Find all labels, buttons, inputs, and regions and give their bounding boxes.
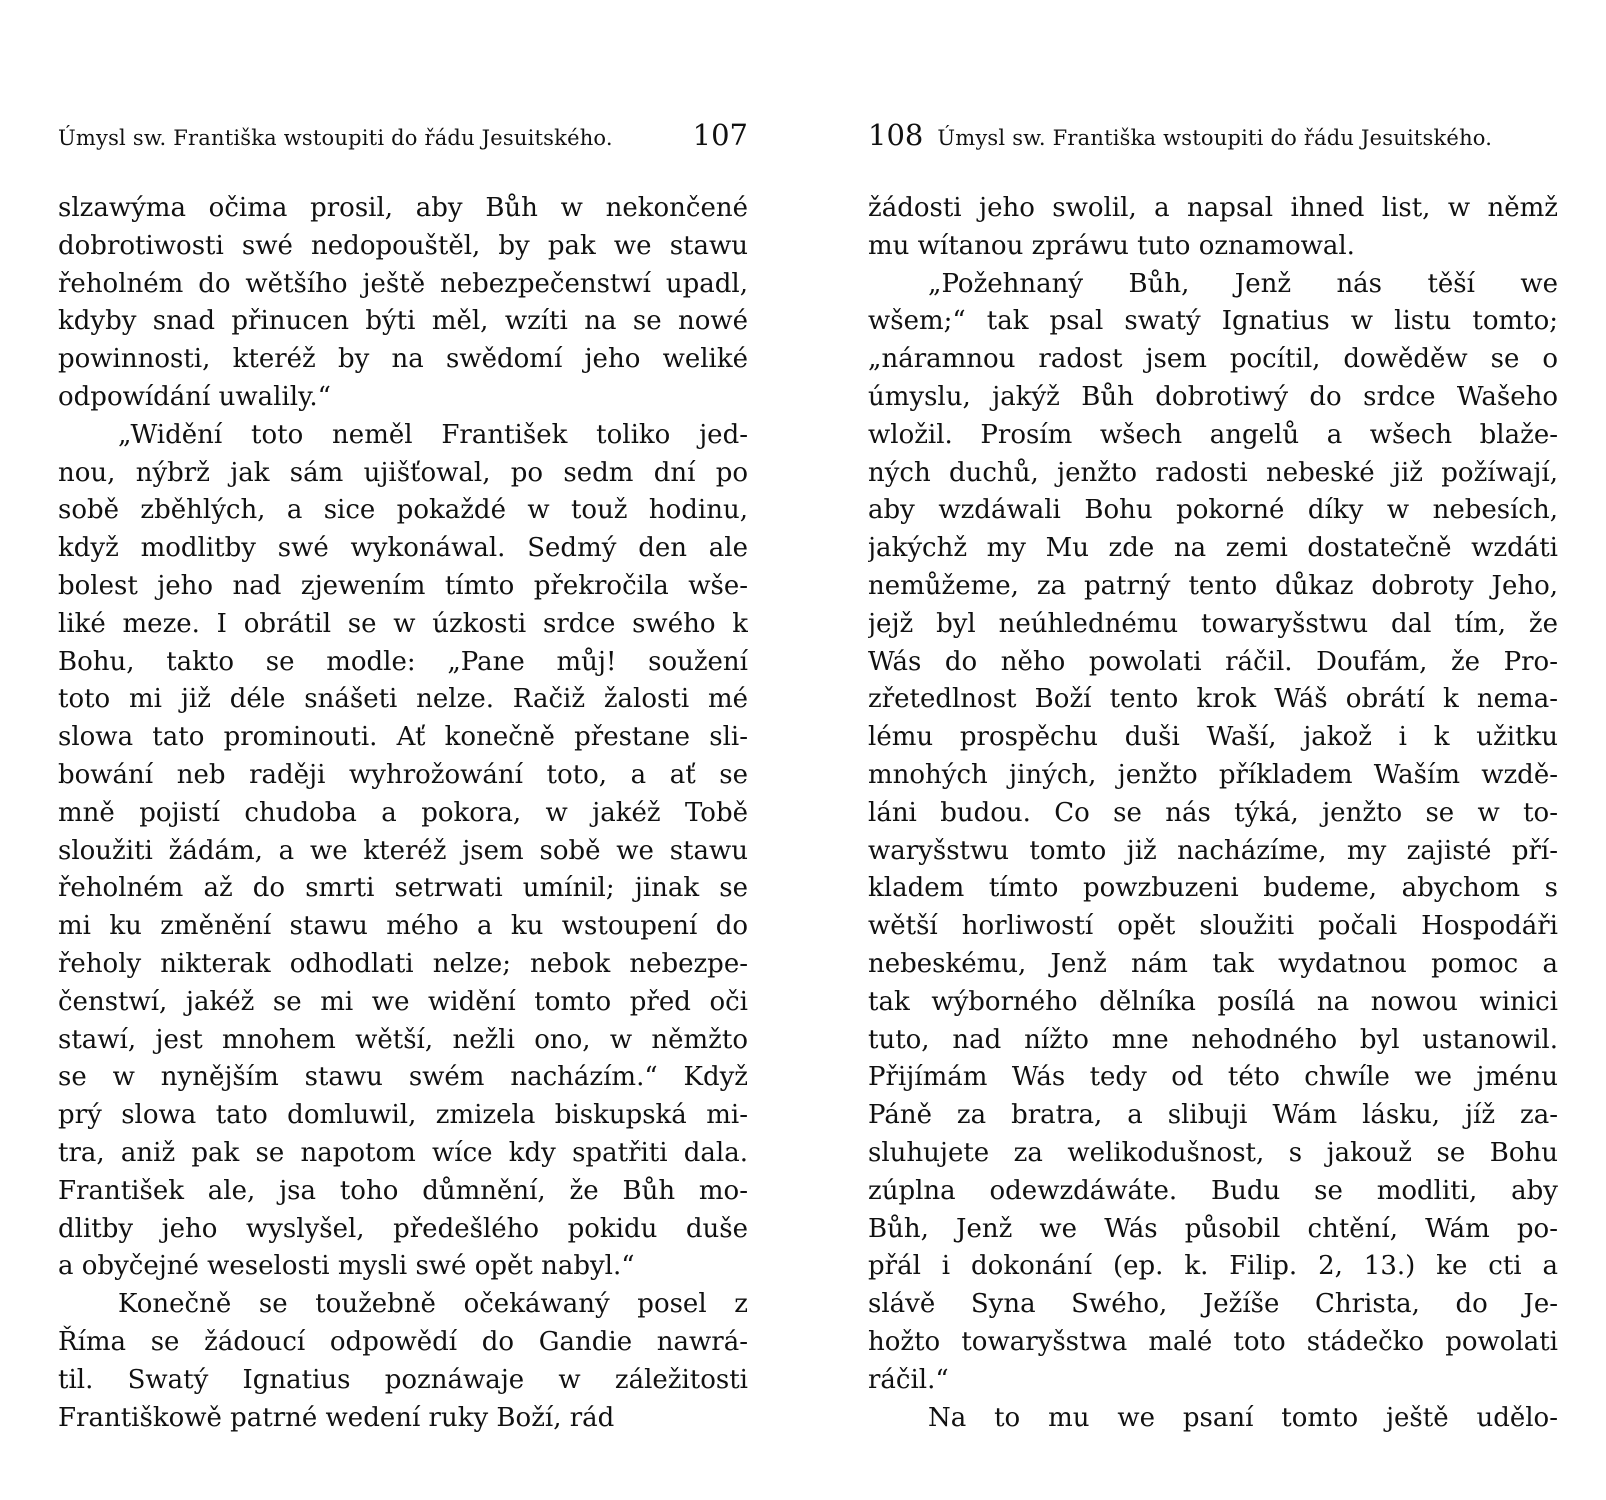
text-line: žádosti jeho swolil, a napsal ihned list, w němž: [868, 193, 1558, 223]
left-page-text: [58, 190, 748, 1437]
text-line: Přijímám Wás tedy od této chwíle we jménu: [868, 1062, 1558, 1093]
text-line: Na to mu we psaní tomto ještě udělo-: [928, 1402, 1558, 1433]
page-number: 107: [692, 118, 748, 152]
text-line: sluhujete za welikodušnost, s jakouž se Bohu: [868, 1137, 1558, 1168]
text-line: řeholy nikterak odhodlati nelze; nebok nebezpe-: [58, 948, 748, 979]
text-line: zřetedlnost Boží tento krok Wáš obrátí k nema-: [868, 684, 1558, 715]
text-line: hožto towaryšstwa malé toto stádečko powolati: [868, 1326, 1558, 1357]
text-line: bowání neb raději wyhrožowání toto, a ať se: [58, 759, 748, 790]
text-line: waryšstwu tomto již nacházíme, my zajisté pří-: [868, 835, 1558, 866]
text-line: slowa tato prominouti. Ať konečně přestane sli-: [58, 722, 748, 753]
text-line: úmyslu, jakýž Bůh dobrotiwý do srdce Wašeho: [868, 381, 1558, 412]
text-line: „náramnou radost jsem pocítil, dowěděw se o: [868, 344, 1558, 375]
text-line: odpowídání uwalily.“: [58, 381, 331, 412]
text-line: čenstwí, jakéž se mi we widění tomto před oči: [58, 986, 748, 1017]
text-line: jakýchž my Mu zde na zemi dostatečně wzdáti: [868, 533, 1558, 564]
text-line: Říma se žádoucí odpowědí do Gandie nawrá-: [58, 1326, 748, 1357]
text-line: Konečně se toužebně očekáwaný posel z: [118, 1289, 748, 1320]
text-line: Páně za bratra, a slibuji Wám lásku, jíž za-: [868, 1100, 1558, 1131]
text-line: mně pojistí chudoba a pokora, w jakéž Tobě: [58, 797, 748, 828]
text-line: a obyčejné weselosti mysli swé opět nabyl.“: [58, 1251, 635, 1282]
text-line: když modlitby swé wykonáwal. Sedmý den ale: [58, 533, 748, 564]
text-line: liké meze. I obrátil se w úzkosti srdce swého k: [58, 608, 748, 639]
text-line: sloužiti žádám, a we kteréž jsem sobě we stawu: [58, 835, 748, 866]
text-line: láni budou. Co se nás týká, jenžto se w to-: [868, 797, 1558, 828]
text-line: wětší horliwostí opět sloužiti počali Hospodáři: [868, 911, 1558, 942]
text-line: toto mi již déle snášeti nelze. Račiž žalosti mé: [58, 684, 748, 715]
right-page-text: [868, 190, 1558, 1437]
text-line: wložil. Prosím wšech angelů a wšech blaže-: [868, 419, 1558, 450]
text-line: stawí, jest mnohem wětší, nežli ono, w němžto: [58, 1024, 748, 1055]
text-line: dobrotiwosti swé nedopouštěl, by pak we stawu: [58, 230, 748, 261]
text-line: „Widění toto neměl František toliko jed-: [118, 419, 748, 450]
text-line: František ale, jsa toho důmnění, že Bůh mo-: [58, 1175, 748, 1206]
right-page-header: [868, 118, 1558, 158]
text-line: kladem tímto powzbuzeni budeme, abychom s: [868, 873, 1558, 904]
text-line: lému prospěchu duši Waší, jakož i k užitku: [868, 722, 1558, 753]
text-line: mu wítanou zpráwu tuto oznamowal.: [868, 230, 1355, 261]
text-line: nebeskému, Jenž nám tak wydatnou pomoc a: [868, 948, 1558, 979]
text-line: jejž byl neúhlednému towaryšstwu dal tím, že: [868, 608, 1558, 639]
text-line: bolest jeho nad zjewením tímto překročila wše-: [58, 570, 748, 601]
text-line: dlitby jeho wyslyšel, předešlého pokidu duše: [58, 1213, 748, 1244]
text-line: zúplna odewzdáwáte. Budu se modliti, aby: [868, 1175, 1558, 1206]
left-page-header: [58, 118, 748, 158]
text-line: řeholném až do smrti setrwati umínil; jinak se: [58, 873, 748, 904]
text-line: powinnosti, kteréž by na swědomí jeho weliké: [58, 344, 748, 375]
text-line: mnohých jiných, jenžto příkladem Waším wzdě-: [868, 759, 1558, 790]
page-number: 108: [868, 118, 924, 152]
text-line: aby wzdáwali Bohu pokorné díky w nebesích,: [868, 495, 1558, 526]
text-line: ráčil.“: [868, 1364, 949, 1395]
text-line: Bohu, takto se modle: „Pane můj! soužení: [58, 646, 748, 677]
text-line: nemůžeme, za patrný tento důkaz dobroty Jeho,: [868, 570, 1558, 601]
text-line: prý slowa tato domluwil, zmizela biskupská mi-: [58, 1100, 748, 1131]
text-line: tak wýborného dělníka posílá na nowou winici: [868, 986, 1558, 1017]
text-line: Bůh, Jenž we Wás působil chtění, Wám po-: [868, 1213, 1558, 1244]
text-line: wšem;“ tak psal swatý Ignatius w listu tomto;: [868, 306, 1558, 337]
text-line: řeholném do wětšího ještě nebezpečenstwí upadl,: [58, 268, 748, 299]
text-line: kdyby snad přinucen býti měl, wzíti na se nowé: [58, 306, 748, 337]
text-line: „Požehnaný Bůh, Jenž nás těší we: [928, 268, 1558, 299]
text-line: slávě Syna Swého, Ježíše Christa, do Je-: [868, 1289, 1558, 1320]
text-line: nou, nýbrž jak sám ujišťowal, po sedm dní po: [58, 457, 748, 488]
text-line: mi ku změnění stawu mého a ku wstoupení do: [58, 911, 748, 942]
text-line: tuto, nad nížto mne nehodného byl ustanowil.: [868, 1024, 1558, 1055]
running-head: Úmysl sw. Františka wstoupiti do řádu Jesuitského.: [58, 126, 613, 150]
text-line: Wás do něho powolati ráčil. Doufám, že Pro-: [868, 646, 1558, 677]
text-line: ných duchů, jenžto radosti nebeské již požíwají,: [868, 457, 1558, 488]
running-head: Úmysl sw. Františka wstoupiti do řádu Jesuitského.: [937, 126, 1493, 150]
text-line: tra, aniž pak se napotom wíce kdy spatřiti dala.: [58, 1137, 748, 1168]
text-line: sobě zběhlých, a sice pokaždé w touž hodinu,: [58, 495, 748, 526]
text-line: Františkowě patrné wedení ruky Boží, rád: [58, 1402, 615, 1433]
text-line: slzawýma očima prosil, aby Bůh w nekončené: [58, 193, 748, 223]
text-line: til. Swatý Ignatius poznáwaje w záležitosti: [58, 1364, 748, 1395]
text-line: se w nynějším stawu swém nacházím.“ Když: [58, 1062, 748, 1093]
text-line: přál i dokonání (ep. k. Filip. 2, 13.) ke cti a: [868, 1251, 1558, 1282]
